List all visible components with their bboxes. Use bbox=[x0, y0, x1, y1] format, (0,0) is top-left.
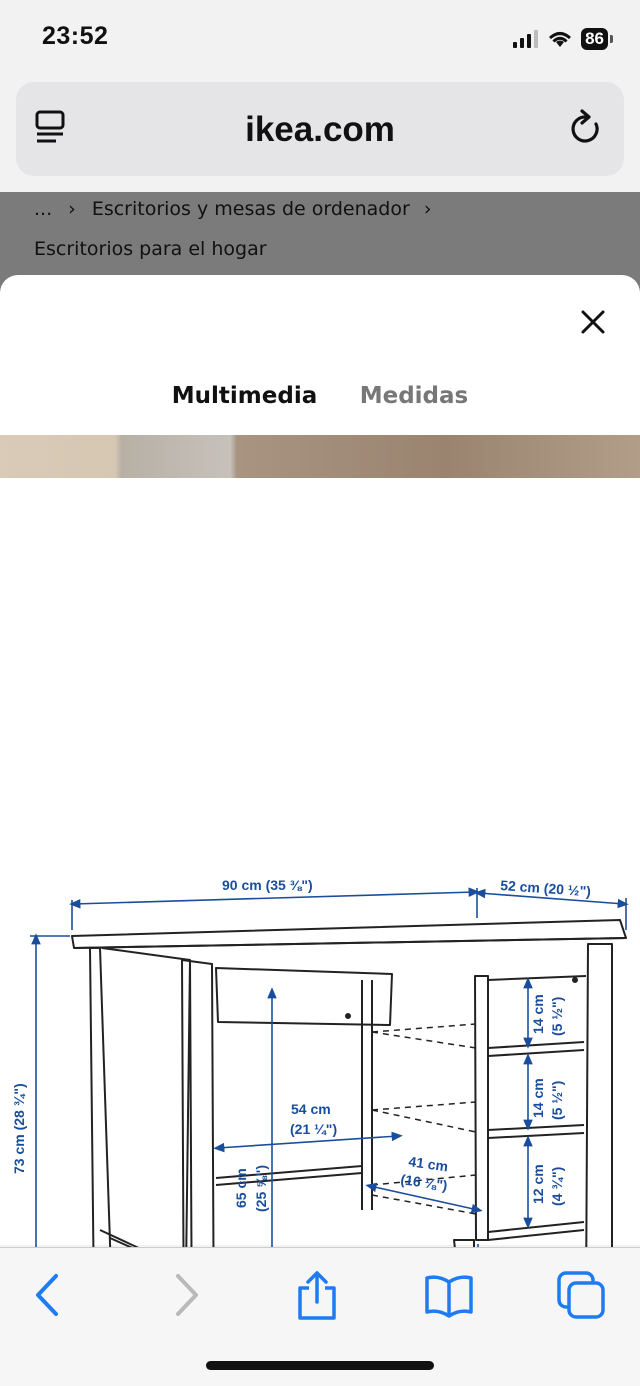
battery-indicator: 86 bbox=[581, 28, 608, 50]
dim-shelf-2-in-label: (5 ½") bbox=[549, 1080, 565, 1120]
tabs-icon[interactable] bbox=[556, 1270, 606, 1320]
dim-width-label: 90 cm (35 ⅜") bbox=[222, 877, 313, 893]
status-bar bbox=[0, 0, 640, 78]
dim-depth-label: 52 cm (20 ½") bbox=[499, 877, 592, 900]
forward-icon[interactable] bbox=[160, 1270, 210, 1320]
wifi-icon bbox=[547, 29, 573, 49]
dim-height-label: 73 cm (28 ¾") bbox=[11, 1083, 27, 1174]
product-photo-strip bbox=[0, 435, 640, 478]
dim-shelf-depth-label: 41 cm bbox=[407, 1153, 450, 1175]
reload-icon[interactable] bbox=[568, 110, 604, 148]
tab-multimedia[interactable]: Multimedia bbox=[171, 383, 318, 409]
share-icon[interactable] bbox=[292, 1270, 342, 1320]
dim-shelf-depth-in-label: (16 ⅛") bbox=[399, 1171, 449, 1194]
breadcrumb-current[interactable]: Escritorios para el hogar bbox=[34, 238, 267, 260]
dim-shelf-3-in-label: (4 ¾") bbox=[549, 1166, 565, 1206]
status-time: 23:52 bbox=[42, 22, 109, 50]
close-icon[interactable] bbox=[576, 305, 610, 339]
status-icons bbox=[513, 26, 608, 52]
dim-shelf-1-in-label: (5 ½") bbox=[549, 996, 565, 1036]
bookmarks-icon[interactable] bbox=[424, 1270, 474, 1320]
dim-shelf-2-label: 14 cm bbox=[530, 1078, 546, 1118]
dim-shelf-1-label: 14 cm bbox=[530, 994, 546, 1034]
modal-tabs bbox=[0, 383, 640, 409]
desk-dimension-drawing bbox=[0, 555, 640, 1212]
back-icon[interactable] bbox=[24, 1270, 74, 1320]
breadcrumb-ellipsis[interactable]: ... bbox=[34, 198, 53, 220]
browser-toolbar bbox=[0, 1247, 640, 1386]
address-bar[interactable] bbox=[16, 82, 624, 176]
dim-knee-width-in-label: (21 ¼") bbox=[290, 1121, 338, 1137]
home-indicator bbox=[206, 1361, 434, 1370]
breadcrumb bbox=[34, 198, 439, 220]
chevron-right-icon: › bbox=[68, 198, 76, 220]
chevron-right-icon: › bbox=[423, 198, 432, 220]
tab-medidas[interactable]: Medidas bbox=[359, 383, 469, 409]
url-text[interactable]: ikea.com bbox=[245, 110, 395, 149]
dim-knee-width-label: 54 cm bbox=[291, 1101, 331, 1117]
signal-icon bbox=[513, 30, 539, 48]
breadcrumb-category[interactable]: Escritorios y mesas de ordenador bbox=[91, 198, 410, 220]
dim-knee-height-in-label: (25 ⅝") bbox=[253, 1164, 269, 1212]
dim-knee-height-label: 65 cm bbox=[233, 1168, 249, 1208]
dim-shelf-3-label: 12 cm bbox=[530, 1164, 546, 1204]
media-modal bbox=[0, 275, 640, 1245]
